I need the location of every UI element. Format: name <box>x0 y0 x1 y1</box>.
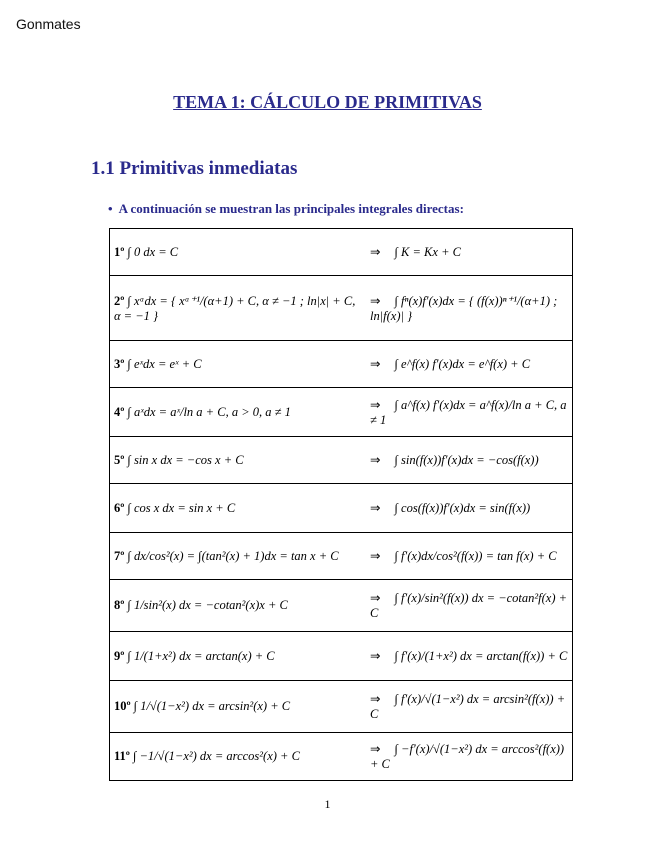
section-heading: 1.1 Primitivas inmediatas <box>91 158 298 179</box>
formula-left: 7º ∫ dx/cos²(x) = ∫(tan²(x) + 1)dx = tan x + C <box>110 533 367 580</box>
formula-left: 11º ∫ −1/√(1−x²) dx = arccos²(x) + C <box>110 733 367 781</box>
formula-left: 8º ∫ 1/sin²(x) dx = −cotan²(x)x + C <box>110 580 367 632</box>
table-row <box>110 341 573 388</box>
formula-left: 2º ∫ xᵅdx = { xᵅ⁺¹/(α+1) + C, α ≠ −1 ; ln|x| + C, α = −1 } <box>110 276 367 341</box>
implies-icon: ⇒ <box>370 397 381 412</box>
table-row <box>110 229 573 276</box>
implies-icon: ⇒ <box>370 357 381 371</box>
formula-right: ⇒ ∫ f′(x)/sin²(f(x)) dx = −cotan²f(x) + C <box>366 580 573 632</box>
formula-right: ⇒ ∫ f′(x)/√(1−x²) dx = arcsin²(f(x)) + C <box>366 681 573 733</box>
formula-right: ⇒ ∫ f′(x)dx/cos²(f(x)) = tan f(x) + C <box>366 533 573 580</box>
formula-right: ⇒ ∫ cos(f(x))f′(x)dx = sin(f(x)) <box>366 484 573 533</box>
table-row <box>110 533 573 580</box>
table-row <box>110 733 573 781</box>
formula-left: 10º ∫ 1/√(1−x²) dx = arcsin²(x) + C <box>110 681 367 733</box>
formula-left: 6º ∫ cos x dx = sin x + C <box>110 484 367 533</box>
table-row <box>110 437 573 484</box>
implies-icon: ⇒ <box>370 649 381 663</box>
brand-label: Gonmates <box>16 16 81 32</box>
implies-icon: ⇒ <box>370 453 381 467</box>
formula-table <box>109 228 573 781</box>
implies-icon: ⇒ <box>370 293 381 308</box>
formula-right: ⇒ ∫ e^f(x) f′(x)dx = e^f(x) + C <box>366 341 573 388</box>
bullet-intro: • A continuación se muestran las principales integrales directas: <box>108 201 464 216</box>
document-title: TEMA 1: CÁLCULO DE PRIMITIVAS <box>173 92 482 112</box>
implies-icon: ⇒ <box>370 549 381 563</box>
formula-right: ⇒ ∫ fⁿ(x)f′(x)dx = { (f(x))ⁿ⁺¹/(α+1) ; ln|f(x)| } <box>366 276 573 341</box>
bullet-dot-icon: • <box>108 201 113 216</box>
implies-icon: ⇒ <box>370 501 381 515</box>
implies-icon: ⇒ <box>370 245 381 259</box>
implies-icon: ⇒ <box>370 692 381 706</box>
table-row <box>110 388 573 437</box>
page-number: 1 <box>324 797 331 811</box>
formula-right: ⇒ ∫ sin(f(x))f′(x)dx = −cos(f(x)) <box>366 437 573 484</box>
formula-right: ⇒ ∫ −f′(x)/√(1−x²) dx = arccos²(f(x)) + C <box>366 733 573 781</box>
table-row <box>110 484 573 533</box>
formula-left: 1º ∫ 0 dx = C <box>110 229 367 276</box>
implies-icon: ⇒ <box>370 742 381 756</box>
table-row <box>110 580 573 632</box>
table-row <box>110 632 573 681</box>
formula-left: 9º ∫ 1/(1+x²) dx = arctan(x) + C <box>110 632 367 681</box>
formula-right: ⇒ ∫ K = Kx + C <box>366 229 573 276</box>
table-row <box>110 276 573 341</box>
table-row <box>110 681 573 733</box>
formula-left: 4º ∫ aˣdx = aˣ/ln a + C, a > 0, a ≠ 1 <box>110 388 367 437</box>
formula-left: 5º ∫ sin x dx = −cos x + C <box>110 437 367 484</box>
formula-right: ⇒ ∫ a^f(x) f′(x)dx = a^f(x)/ln a + C, a ≠ 1 <box>366 388 573 437</box>
formula-left: 3º ∫ eˣdx = eˣ + C <box>110 341 367 388</box>
implies-icon: ⇒ <box>370 591 381 605</box>
formula-right: ⇒ ∫ f′(x)/(1+x²) dx = arctan(f(x)) + C <box>366 632 573 681</box>
